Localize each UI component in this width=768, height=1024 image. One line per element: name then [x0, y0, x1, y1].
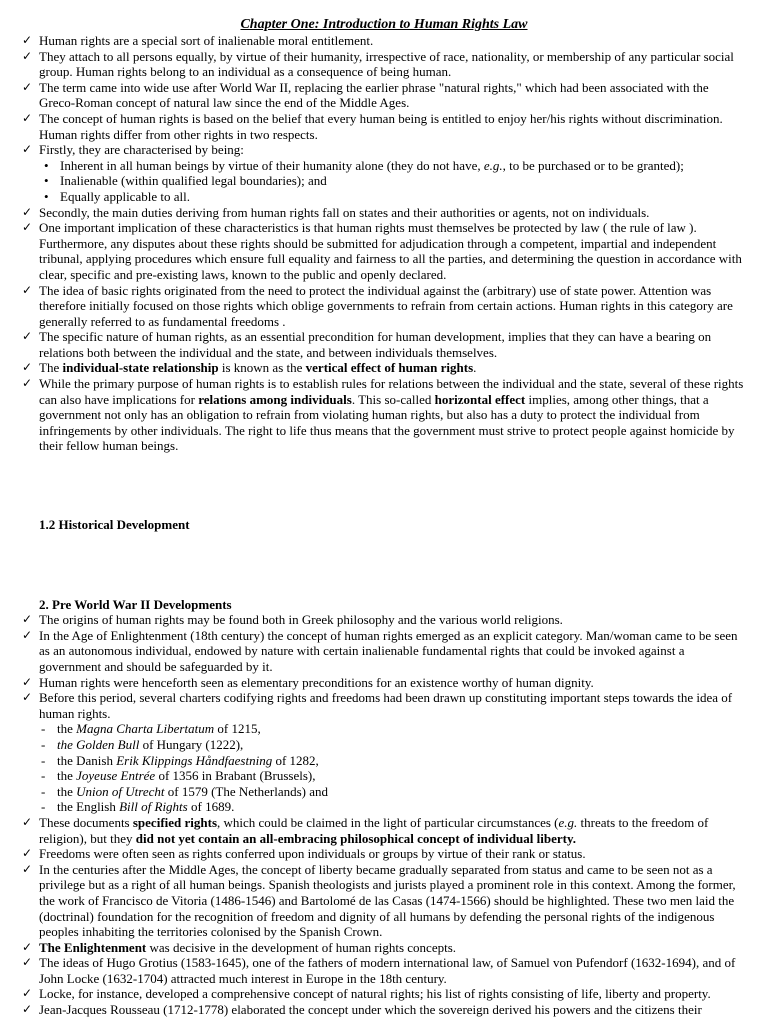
section-heading-historical: 1.2 Historical Development [39, 517, 190, 533]
check-item: ✓ Human rights are a special sort of inalienable moral entitlement. [22, 33, 746, 49]
section-heading-pre-wwii: 2. Pre World War II Developments [39, 596, 232, 612]
check-item: ✓ Before this period, several charters codifying rights and freedoms had been drawn up constituting important steps towards the idea of human rights. [22, 690, 746, 721]
check-item: ✓ One important implication of these characteristics is that human rights must themselves be protected by law ( the rule of law ). Furthermore, any disputes about these rights should be submitted for adjudication through a competent, impartial and independent tribunal, applying procedures which ensure full equality and fairness to all the parties, and determining the question in accordance with clear, specific and pre-existing laws, known to the public and openly declared. [22, 220, 746, 282]
check-item: ✓ Firstly, they are characterised by being: [22, 142, 746, 158]
check-item: ✓ Human rights were henceforth seen as elementary preconditions for an existence worthy of human dignity. [22, 675, 746, 691]
check-item: ✓ The ideas of Hugo Grotius (1583-1645), one of the fathers of modern international law, of Samuel von Pufendorf (1632-1694), and of John Locke (1632-1704) attracted much interest in Europe in the 18th century. [22, 955, 746, 986]
check-item: ✓ While the primary purpose of human rights is to establish rules for relations between the individual and the state, several of these rights can also have implications for relations among individuals. This so-called horizontal effect implies, among other things, that a government not only has an obligation to refrain from violating human rights, but also has a duty to protect the individual from infringements by other individuals. The right to life thus means that the government must strive to protect people against homicide by their fellow human beings. [22, 376, 746, 454]
bullet-item: • Equally applicable to all. [22, 189, 746, 205]
dash-item: - the English Bill of Rights of 1689. [22, 799, 746, 815]
check-item: ✓ The concept of human rights is based on the belief that every human being is entitled to enjoy her/his rights without discrimination. Human rights differ from other rights in two respects. [22, 111, 746, 142]
check-item: ✓ Locke, for instance, developed a comprehensive concept of natural rights; his list of rights consisting of life, liberty and property. [22, 986, 746, 1002]
chapter-title: Chapter One: Introduction to Human Rights Law [240, 17, 528, 32]
check-item: ✓ The individual-state relationship is known as the vertical effect of human rights. [22, 360, 746, 376]
dash-item: - the Joyeuse Entrée of 1356 in Brabant (Brussels), [22, 768, 746, 784]
check-item: ✓ The specific nature of human rights, as an essential precondition for human development, implies that they can have a bearing on relations both between the individual and the state, and between individuals themselves. [22, 329, 746, 360]
check-item: ✓ The term came into wide use after World War II, replacing the earlier phrase "natural rights," which had been associated with the Greco-Roman concept of natural law since the end of the Middle Ages. [22, 80, 746, 111]
check-item: ✓ Jean-Jacques Rousseau (1712-1778) elaborated the concept under which the sovereign derived his powers and the citizens their [22, 1002, 746, 1018]
dash-item: - the Magna Charta Libertatum of 1215, [22, 721, 746, 737]
check-item: ✓ The origins of human rights may be found both in Greek philosophy and the various world religions. [22, 612, 746, 628]
check-item: ✓ Freedoms were often seen as rights conferred upon individuals or groups by virtue of their rank or status. [22, 846, 746, 862]
bullet-item: • Inalienable (within qualified legal boundaries); and [22, 173, 746, 189]
check-item: ✓ The idea of basic rights originated from the need to protect the individual against the (arbitrary) use of state power. Attention was therefore initially focused on those rights which oblige governments to refrain from certain actions. Human rights in this category are generally referred to as fundamental freedoms . [22, 283, 746, 330]
dash-item: - the Danish Erik Klippings Håndfaestning of 1282, [22, 753, 746, 769]
bullet-item: • Inherent in all human beings by virtue of their humanity alone (they do not have, e.g., to be purchased or to be granted); [22, 158, 746, 174]
dash-item: - the Golden Bull of Hungary (1222), [22, 737, 746, 753]
check-item: ✓ In the Age of Enlightenment (18th century) the concept of human rights emerged as an explicit category. Man/woman came to be seen as an autonomous individual, endowed by nature with certain inalienable fundamental rights that could be invoked against a government and should be safeguarded by it. [22, 628, 746, 675]
dash-item: - the Union of Utrecht of 1579 (The Netherlands) and [22, 784, 746, 800]
check-item: ✓ These documents specified rights, which could be claimed in the light of particular circumstances (e.g. threats to the freedom of religion), but they did not yet contain an all-embracing philosophical concept of individual liberty. [22, 815, 746, 846]
check-item: ✓ In the centuries after the Middle Ages, the concept of liberty became gradually separated from status and came to be seen not as a privilege but as a right of all human beings. Spanish theologists and jurists played a prominent role in this context. Among the former, the work of Francisco de Vitoria (1486-1546) and Bartolomé de las Casas (1474-1566) should be highlighted. These two men laid the (doctrinal) foundation for the recognition of freedom and dignity of all humans by defending the personal rights of the indigenous peoples inhabiting the territories colonised by the Spanish Crown. [22, 862, 746, 940]
check-item: ✓ They attach to all persons equally, by virtue of their humanity, irrespective of race, nationality, or membership of any particular social group. Human rights belong to an individual as a consequence of being human. [22, 49, 746, 80]
check-item: ✓ The Enlightenment was decisive in the development of human rights concepts. [22, 940, 746, 956]
check-item: ✓ Secondly, the main duties deriving from human rights fall on states and their authorities or agents, not on individuals. [22, 205, 746, 221]
